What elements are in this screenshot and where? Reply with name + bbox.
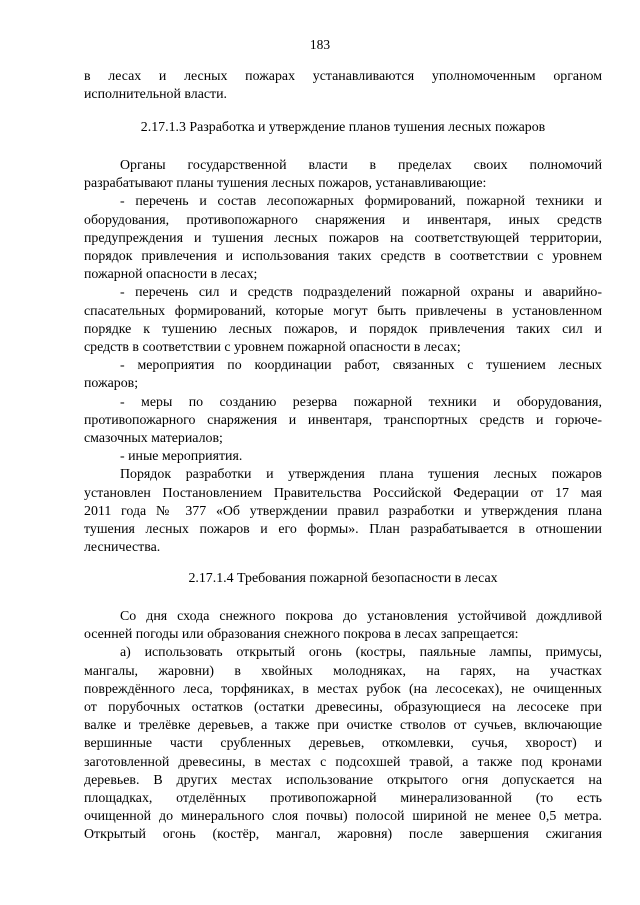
text-line: противопожарного снаряжения и инвентаря, транспортных средств и горюче- [84,412,602,428]
text-line: повреждённого леса, торфяниках, в местах рубок (на лесосеках), не очищенных [84,681,602,697]
text-line: порядок привлечения и использования таких средств в соответствии с уровнем [84,249,602,265]
text-line: Со дня схода снежного покрова до установления устойчивой дождливой [120,609,602,624]
text-line: осенней погоды или образования снежного покрова в лесах запрещается: [84,627,519,643]
text-line: смазочных материалов; [84,431,223,447]
page-number: 183 [309,37,331,52]
section-1-body [84,157,602,557]
text-line: порядке к тушению лесных пожаров, и порядок привлечения таких сил и [84,321,602,337]
text-line: исполнительной власти. [84,87,227,103]
text-line: Открытый огонь (костёр, мангал, жаровня) после завершения сжигания [84,827,602,843]
text-line: - мероприятия по координации работ, связанных с тушением лесных [120,358,602,374]
text-line: мангалы, жаровни) в хвойных молодняках, на гарях, на участках [84,663,602,679]
text-line: валке и трелёвке деревьев, а также при очистке стволов от сучьев, включающие [84,718,602,734]
text-line: - меры по созданию резерва пожарной техники и оборудования, [120,394,602,410]
text-line: Органы государственной власти в пределах своих полномочий [120,158,602,173]
text-line: - иные мероприятия. [120,449,243,465]
text-line: средств в соответствии с уровнем пожарной опасности в лесах; [84,340,461,356]
text-line: лесничества. [84,540,161,556]
text-line: деревьев. В других местах использование открытого огня допускается на [84,772,602,788]
text-line: - перечень и состав лесопожарных формирований, пожарной техники и [120,194,602,210]
text-line: площадках, отделённых противопожарной минерализованной (то есть [84,791,602,807]
text-line: очищенной до минерального слоя почвы) полосой шириной не менее 0,5 метра. [84,809,602,825]
text-line: вершинные части срубленных деревьев, откомлевки, сучья, хворост) и [84,736,602,752]
text-line: Порядок разработки и утверждения плана тушения лесных пожаров [120,467,602,483]
text-line: от порубочных остатков (остатки древесины, образующиеся на лесосеке при [84,700,602,716]
text-line: пожарной опасности в лесах; [84,267,258,283]
text-line: пожаров; [84,376,139,392]
text-line: тушения лесных пожаров и его формы». План разрабатывается в отношении [84,522,602,538]
intro-paragraph [84,68,602,104]
section-heading-2-17-1-3: 2.17.1.3 Разработка и утверждение планов тушения лесных пожаров [140,120,546,135]
section-2-body [84,608,602,845]
text-line: - перечень сил и средств подразделений пожарной охраны и аварийно- [120,285,602,301]
text-line: заготовленной древесины, в местах с подсохшей травой, а также под кронами [84,754,602,770]
text-line: 2011 года № 377 «Об утверждении правил разработки и утверждения плана [84,503,602,519]
text-line: спасательных формирований, которые могут быть привлечены в установленном [84,303,602,319]
text-line: установлен Постановлением Правительства Российской Федерации от 17 мая [84,485,602,501]
text-line: разрабатывают планы тушения лесных пожаров, устанавливающие: [84,176,487,192]
text-line: в лесах и лесных пожарах устанавливаются уполномоченным органом [84,69,602,84]
text-line: оборудования, противопожарного снаряжения и инвентаря, иных средств [84,212,602,228]
text-line: предупреждения и тушения лесных пожаров на соответствующей территории, [84,230,602,246]
text-line: а) использовать открытый огонь (костры, паяльные лампы, примусы, [120,645,602,661]
section-heading-2-17-1-4: 2.17.1.4 Требования пожарной безопасности в лесах [188,571,498,586]
